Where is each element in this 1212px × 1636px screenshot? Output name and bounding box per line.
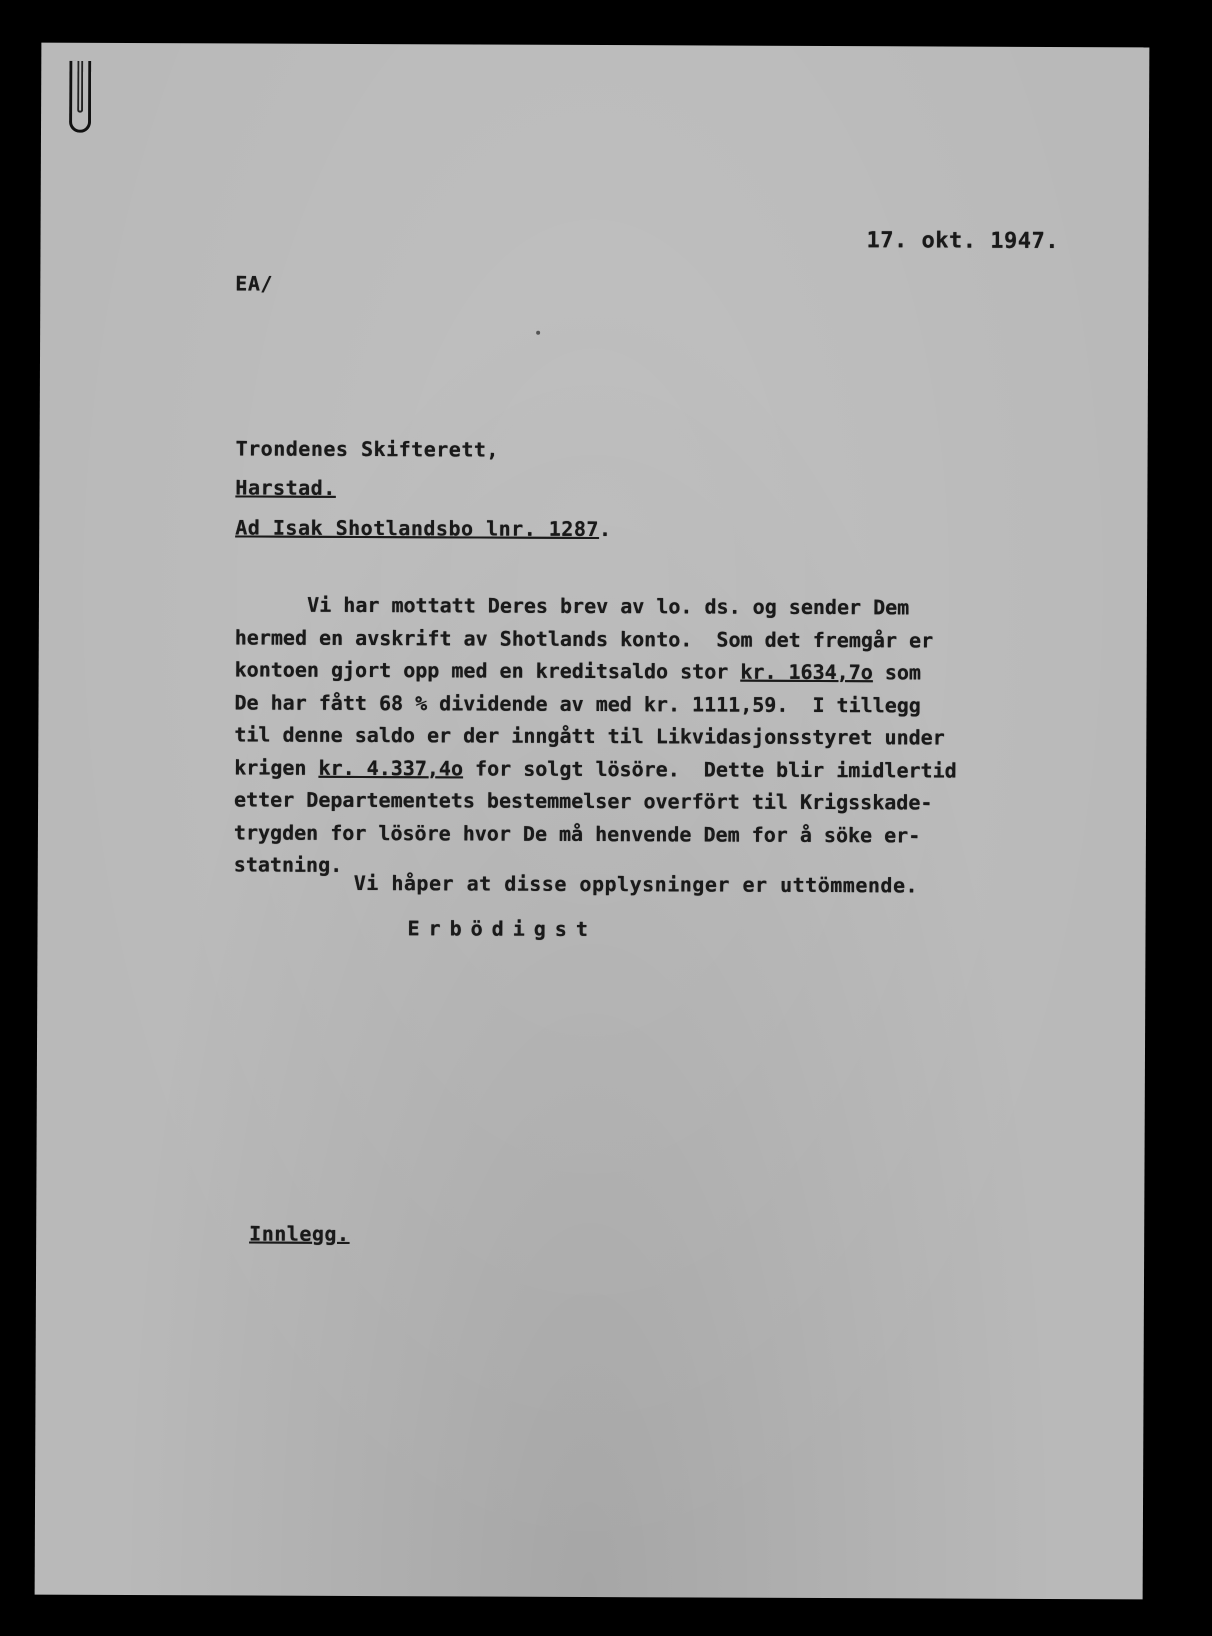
letter-date: 17. okt. 1947. xyxy=(866,228,1060,255)
body-line-text: krigen xyxy=(234,754,319,780)
sold-goods-amount: kr. 4.337,4o xyxy=(318,755,464,780)
body-line: trygden for lösöre hvor De må henvende Dem for å söke er- xyxy=(233,819,921,847)
body-line-text: Vi har mottatt Deres brev av lo. ds. og sender Dem xyxy=(307,592,910,620)
body-line-text: for solgt lösöre. Dette blir imidlertid xyxy=(462,755,957,783)
ink-speck xyxy=(536,331,540,335)
credit-balance-amount: kr. 1634,7o xyxy=(740,659,873,685)
body-line xyxy=(235,588,958,624)
subject-period: . xyxy=(598,517,612,542)
body-line xyxy=(234,751,957,787)
recipient-name: Trondenes Skifterett, xyxy=(235,436,500,462)
body-line: til denne saldo er der inngått til Likvidasjonsstyret under xyxy=(234,722,945,750)
body-line: De har fått 68 % dividende av med kr. 1111,59. I tillegg xyxy=(234,689,921,717)
subject-text: Ad Isak Shotlandsbo lnr. 1287 xyxy=(235,515,600,542)
body-line-text: kontoen gjort opp med en kreditsaldo stor xyxy=(234,657,741,684)
paper-sheet xyxy=(35,43,1150,1600)
body-line-text: som xyxy=(872,660,922,685)
signoff: Erbödigst xyxy=(407,916,597,942)
body-line: hermed en avskrift av Shotlands konto. Som det fremgår er xyxy=(234,624,934,652)
body-line xyxy=(235,653,958,689)
body-line: etter Departementets bestemmelser overfört til Krigsskade- xyxy=(234,787,933,815)
body-line: statning. xyxy=(233,852,343,877)
closing-sentence: Vi håper at disse opplysninger er uttömmende. xyxy=(353,870,919,898)
subject-line xyxy=(235,515,611,541)
reference-initials: EA/ xyxy=(235,271,274,296)
letter-body xyxy=(234,588,958,884)
recipient-city: Harstad. xyxy=(235,475,336,500)
paperclip-inner-mark xyxy=(77,61,83,113)
enclosure-note: Innlegg. xyxy=(249,1221,350,1246)
